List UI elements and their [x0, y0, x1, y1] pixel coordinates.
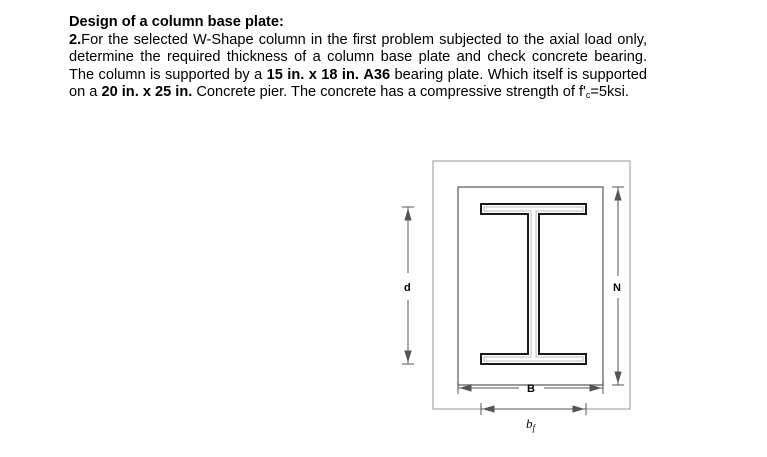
plate-material: A36 — [363, 66, 391, 83]
fc-subscript: c — [585, 90, 591, 101]
w-shape-section — [481, 204, 586, 364]
problem-text-3: bearing plate. Which itself is supported on a — [69, 66, 647, 101]
pier-dimensions: 20 in. x 25 in. — [101, 84, 193, 101]
problem-text-5: =5ksi. — [590, 84, 629, 101]
problem-text-4: Concrete pier. The concrete has a compressive strength of f' — [192, 84, 586, 101]
label-B: B — [527, 383, 535, 395]
label-N: N — [613, 282, 621, 294]
label-bf — [526, 416, 537, 433]
label-bf-b: b — [526, 416, 533, 431]
label-bf-f: f — [532, 423, 536, 433]
plate-dimensions: 15 in. x 18 in. — [266, 66, 359, 83]
label-d: d — [404, 282, 411, 294]
problem-number: 2. — [69, 31, 82, 48]
problem-text-1: For the selected W-Shape column in the first problem subjected to the axial load only, determine the required thickness of a column base plate and check concrete bearing. The column is supported by a — [69, 31, 647, 83]
problem-title: Design of a column base plate: — [69, 14, 284, 30]
dimension-bf — [481, 403, 586, 415]
